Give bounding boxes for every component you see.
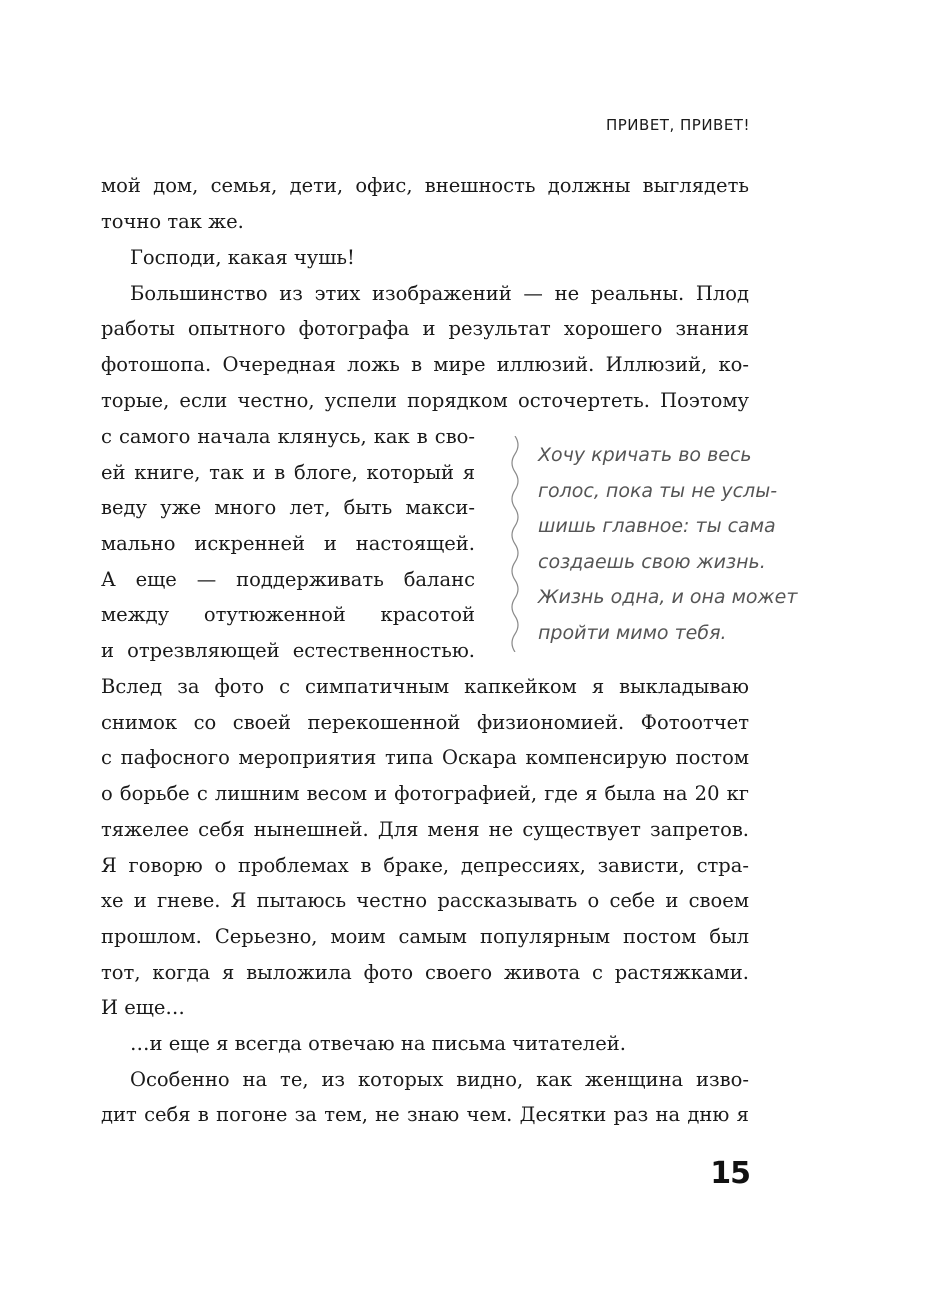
body-line: Вслед за фото с симпатичным капкейком я выкладываю <box>101 675 749 698</box>
pull-quote-line: голос, пока ты не услы- <box>538 479 778 502</box>
body-line: дит себя в погоне за тем, не знаю чем. Десятки раз на дню я <box>101 1103 749 1126</box>
body-line: и отрезвляющей естественностью. <box>101 639 475 662</box>
body-line: точно так же. <box>101 210 244 233</box>
body-line: тяжелее себя нынешней. Для меня не существует запретов. <box>101 818 749 841</box>
pull-quote-line: Хочу кричать во весь <box>538 444 752 466</box>
pull-quote-line: создаешь свою жизнь. <box>538 550 766 573</box>
body-line: веду уже много лет, быть макси- <box>101 496 475 519</box>
body-line: А еще — поддерживать баланс <box>101 568 475 591</box>
pull-quote <box>538 438 828 651</box>
wavy-rule-icon <box>508 436 522 652</box>
body-line: о борьбе с лишним весом и фотографией, где я была на 20 кг <box>101 782 749 805</box>
pull-quote-line: Жизнь одна, и она может <box>538 586 798 608</box>
body-line: Большинство из этих изображений — не реальны. Плод <box>130 282 749 305</box>
body-line: торые, если честно, успели порядком осточертеть. Поэтому <box>101 389 749 412</box>
running-head: ПРИВЕТ, ПРИВЕТ! <box>605 116 750 134</box>
body-line: фотошопа. Очередная ложь в мире иллюзий. Иллюзий, ко- <box>101 353 749 376</box>
body-line: Особенно на те, из которых видно, как женщина изво- <box>130 1068 749 1091</box>
body-line: хе и гневе. Я пытаюсь честно рассказывать о себе и своем <box>101 889 749 912</box>
body-line: работы опытного фотографа и результат хорошего знания <box>101 317 749 340</box>
pull-quote-line: пройти мимо тебя. <box>538 621 727 644</box>
page-number: 15 <box>710 1156 750 1191</box>
body-line: …и еще я всегда отвечаю на письма читателей. <box>130 1032 626 1055</box>
body-line: мально искренней и настоящей. <box>101 532 475 555</box>
body-line: И еще… <box>101 996 185 1019</box>
body-line: прошлом. Серьезно, моим самым популярным постом был <box>101 925 749 948</box>
body-line: с пафосного мероприятия типа Оскара компенсирую постом <box>101 746 749 769</box>
body-line: ей книге, так и в блоге, который я <box>101 461 475 484</box>
body-line: с самого начала клянусь, как в сво- <box>101 425 475 448</box>
body-line: Господи, какая чушь! <box>130 246 355 269</box>
pull-quote-line: шишь главное: ты сама <box>538 515 776 537</box>
body-line: Я говорю о проблемах в браке, депрессиях, зависти, стра- <box>101 854 749 877</box>
body-line: между отутюженной красотой <box>101 603 475 626</box>
body-line: мой дом, семья, дети, офис, внешность должны выглядеть <box>101 174 749 197</box>
body-line: тот, когда я выложила фото своего живота с растяжками. <box>101 961 749 984</box>
body-line: снимок со своей перекошенной физиономией. Фотоотчет <box>101 711 749 734</box>
